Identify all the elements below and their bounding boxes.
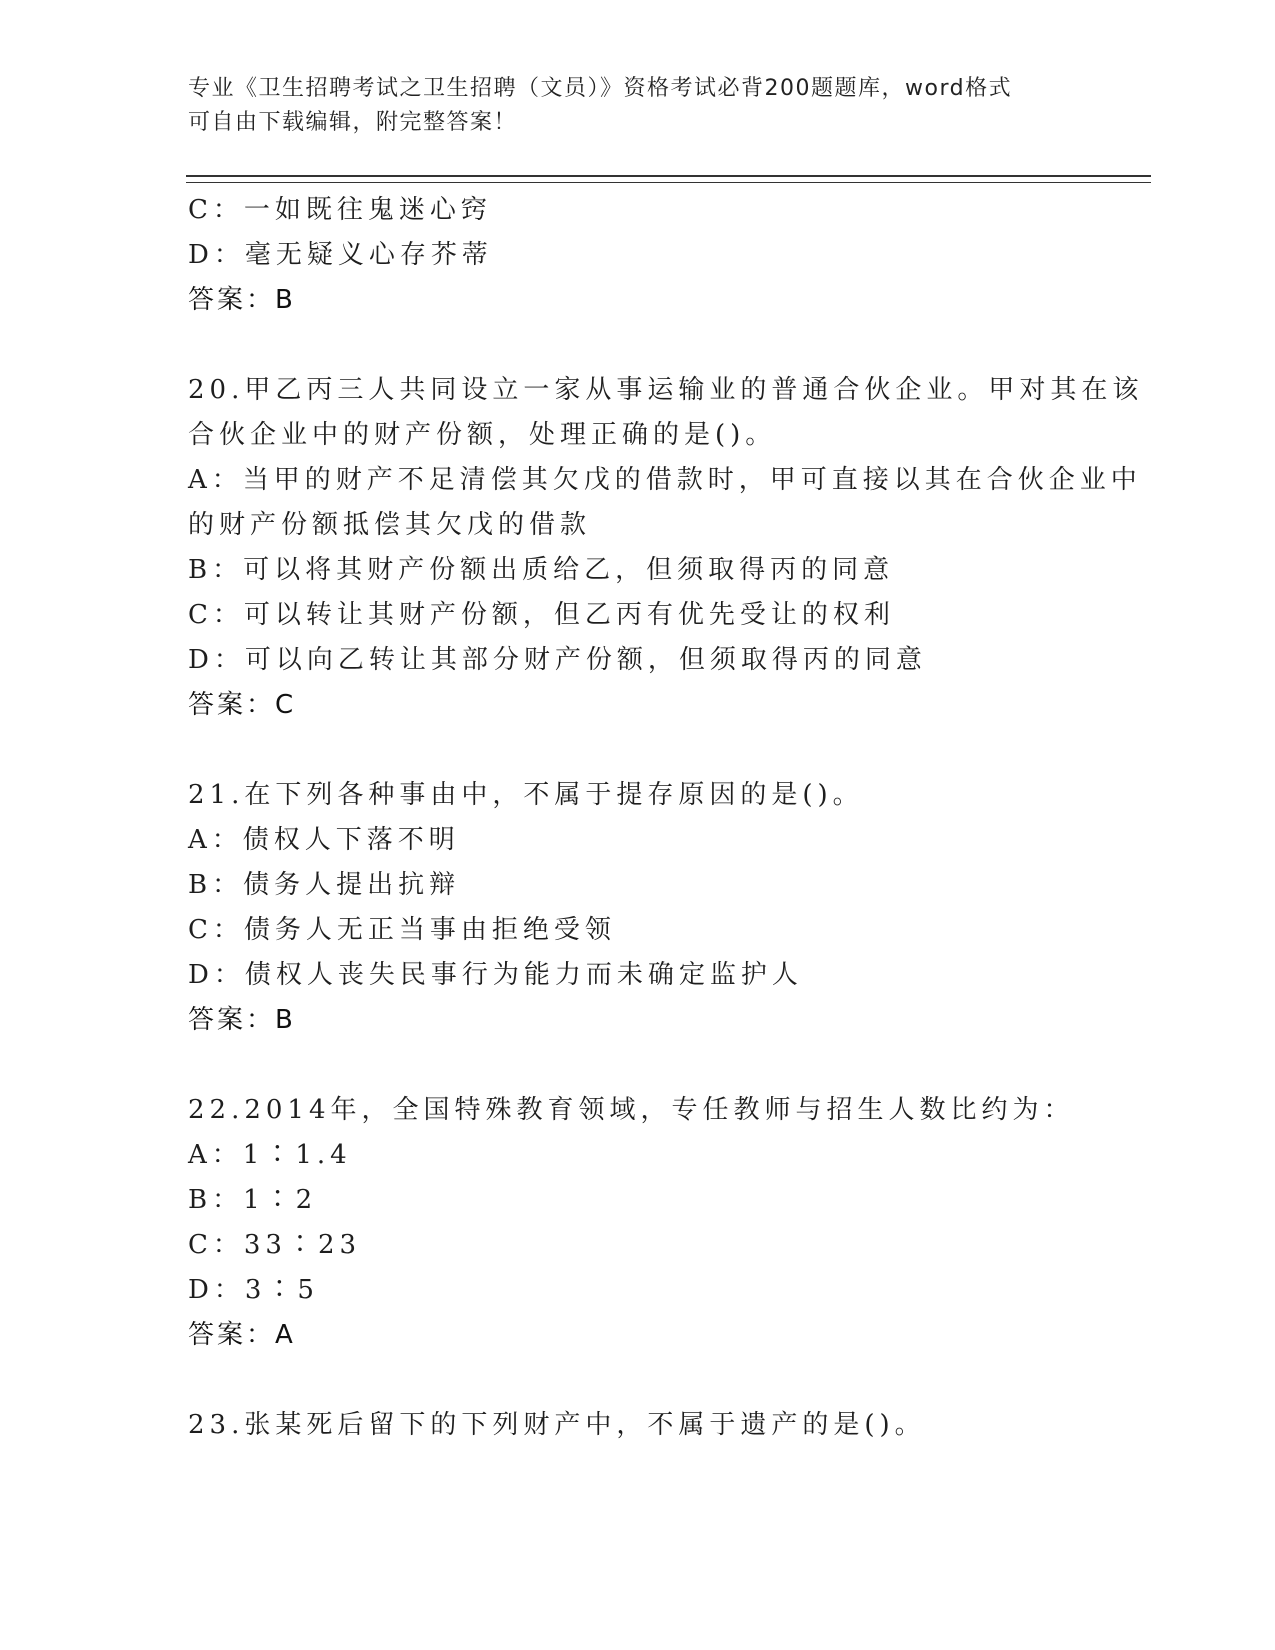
question-19-fragment bbox=[188, 188, 1088, 323]
spacer bbox=[188, 323, 1088, 368]
option-a-line-2: 的财产份额抵偿其欠戊的借款 bbox=[188, 510, 592, 540]
option-c: C：债务人无正当事由拒绝受领 bbox=[188, 915, 616, 945]
option-c: C：一如既往鬼迷心窍 bbox=[188, 195, 492, 225]
spacer bbox=[188, 728, 1088, 773]
answer-line: 答案：A bbox=[188, 1320, 296, 1350]
question-stem-line-2: 合伙企业中的财产份额，处理正确的是()。 bbox=[188, 420, 777, 450]
question-stem: 21.在下列各种事由中，不属于提存原因的是()。 bbox=[188, 780, 864, 810]
question-21 bbox=[188, 773, 1088, 1043]
question-22 bbox=[188, 1088, 1088, 1358]
question-stem: 23.张某死后留下的下列财产中，不属于遗产的是()。 bbox=[188, 1410, 926, 1440]
question-stem: 22.2014年，全国特殊教育领域，专任教师与招生人数比约为： bbox=[188, 1095, 1075, 1125]
option-c: C：33∶23 bbox=[188, 1230, 362, 1260]
option-d: D：毫无疑义心存芥蒂 bbox=[188, 240, 493, 270]
page-header bbox=[188, 72, 1088, 140]
spacer bbox=[188, 1358, 1088, 1403]
answer-line: 答案：B bbox=[188, 1005, 296, 1035]
option-d: D：可以向乙转让其部分财产份额，但须取得丙的同意 bbox=[188, 645, 927, 675]
option-b: B：可以将其财产份额出质给乙，但须取得丙的同意 bbox=[188, 555, 895, 585]
question-list bbox=[188, 188, 1144, 1448]
question-23 bbox=[188, 1403, 1088, 1448]
option-a: A：债权人下落不明 bbox=[188, 825, 460, 855]
header-divider bbox=[186, 175, 1151, 183]
answer-line: 答案：B bbox=[188, 285, 296, 315]
answer-line: 答案：C bbox=[188, 690, 297, 720]
option-c: C：可以转让其财产份额，但乙丙有优先受让的权利 bbox=[188, 600, 895, 630]
spacer bbox=[188, 1043, 1088, 1088]
option-a-line-1: A：当甲的财产不足清偿其欠戊的借款时，甲可直接以其在合伙企业中 bbox=[188, 465, 1142, 495]
question-20 bbox=[188, 368, 1144, 728]
option-a: A：1∶1.4 bbox=[188, 1140, 352, 1170]
option-d: D：债权人丧失民事行为能力而未确定监护人 bbox=[188, 960, 803, 990]
header-title-line-1: 专业《卫生招聘考试之卫生招聘（文员）》资格考试必背200题题库，word格式 bbox=[188, 76, 1013, 101]
question-stem-line-1: 20.甲乙丙三人共同设立一家从事运输业的普通合伙企业。甲对其在该 bbox=[188, 375, 1144, 405]
option-b: B：1∶2 bbox=[188, 1185, 318, 1215]
option-d: D：3∶5 bbox=[188, 1275, 319, 1305]
header-title-line-2: 可自由下载编辑，附完整答案！ bbox=[188, 110, 518, 135]
option-b: B：债务人提出抗辩 bbox=[188, 870, 461, 900]
